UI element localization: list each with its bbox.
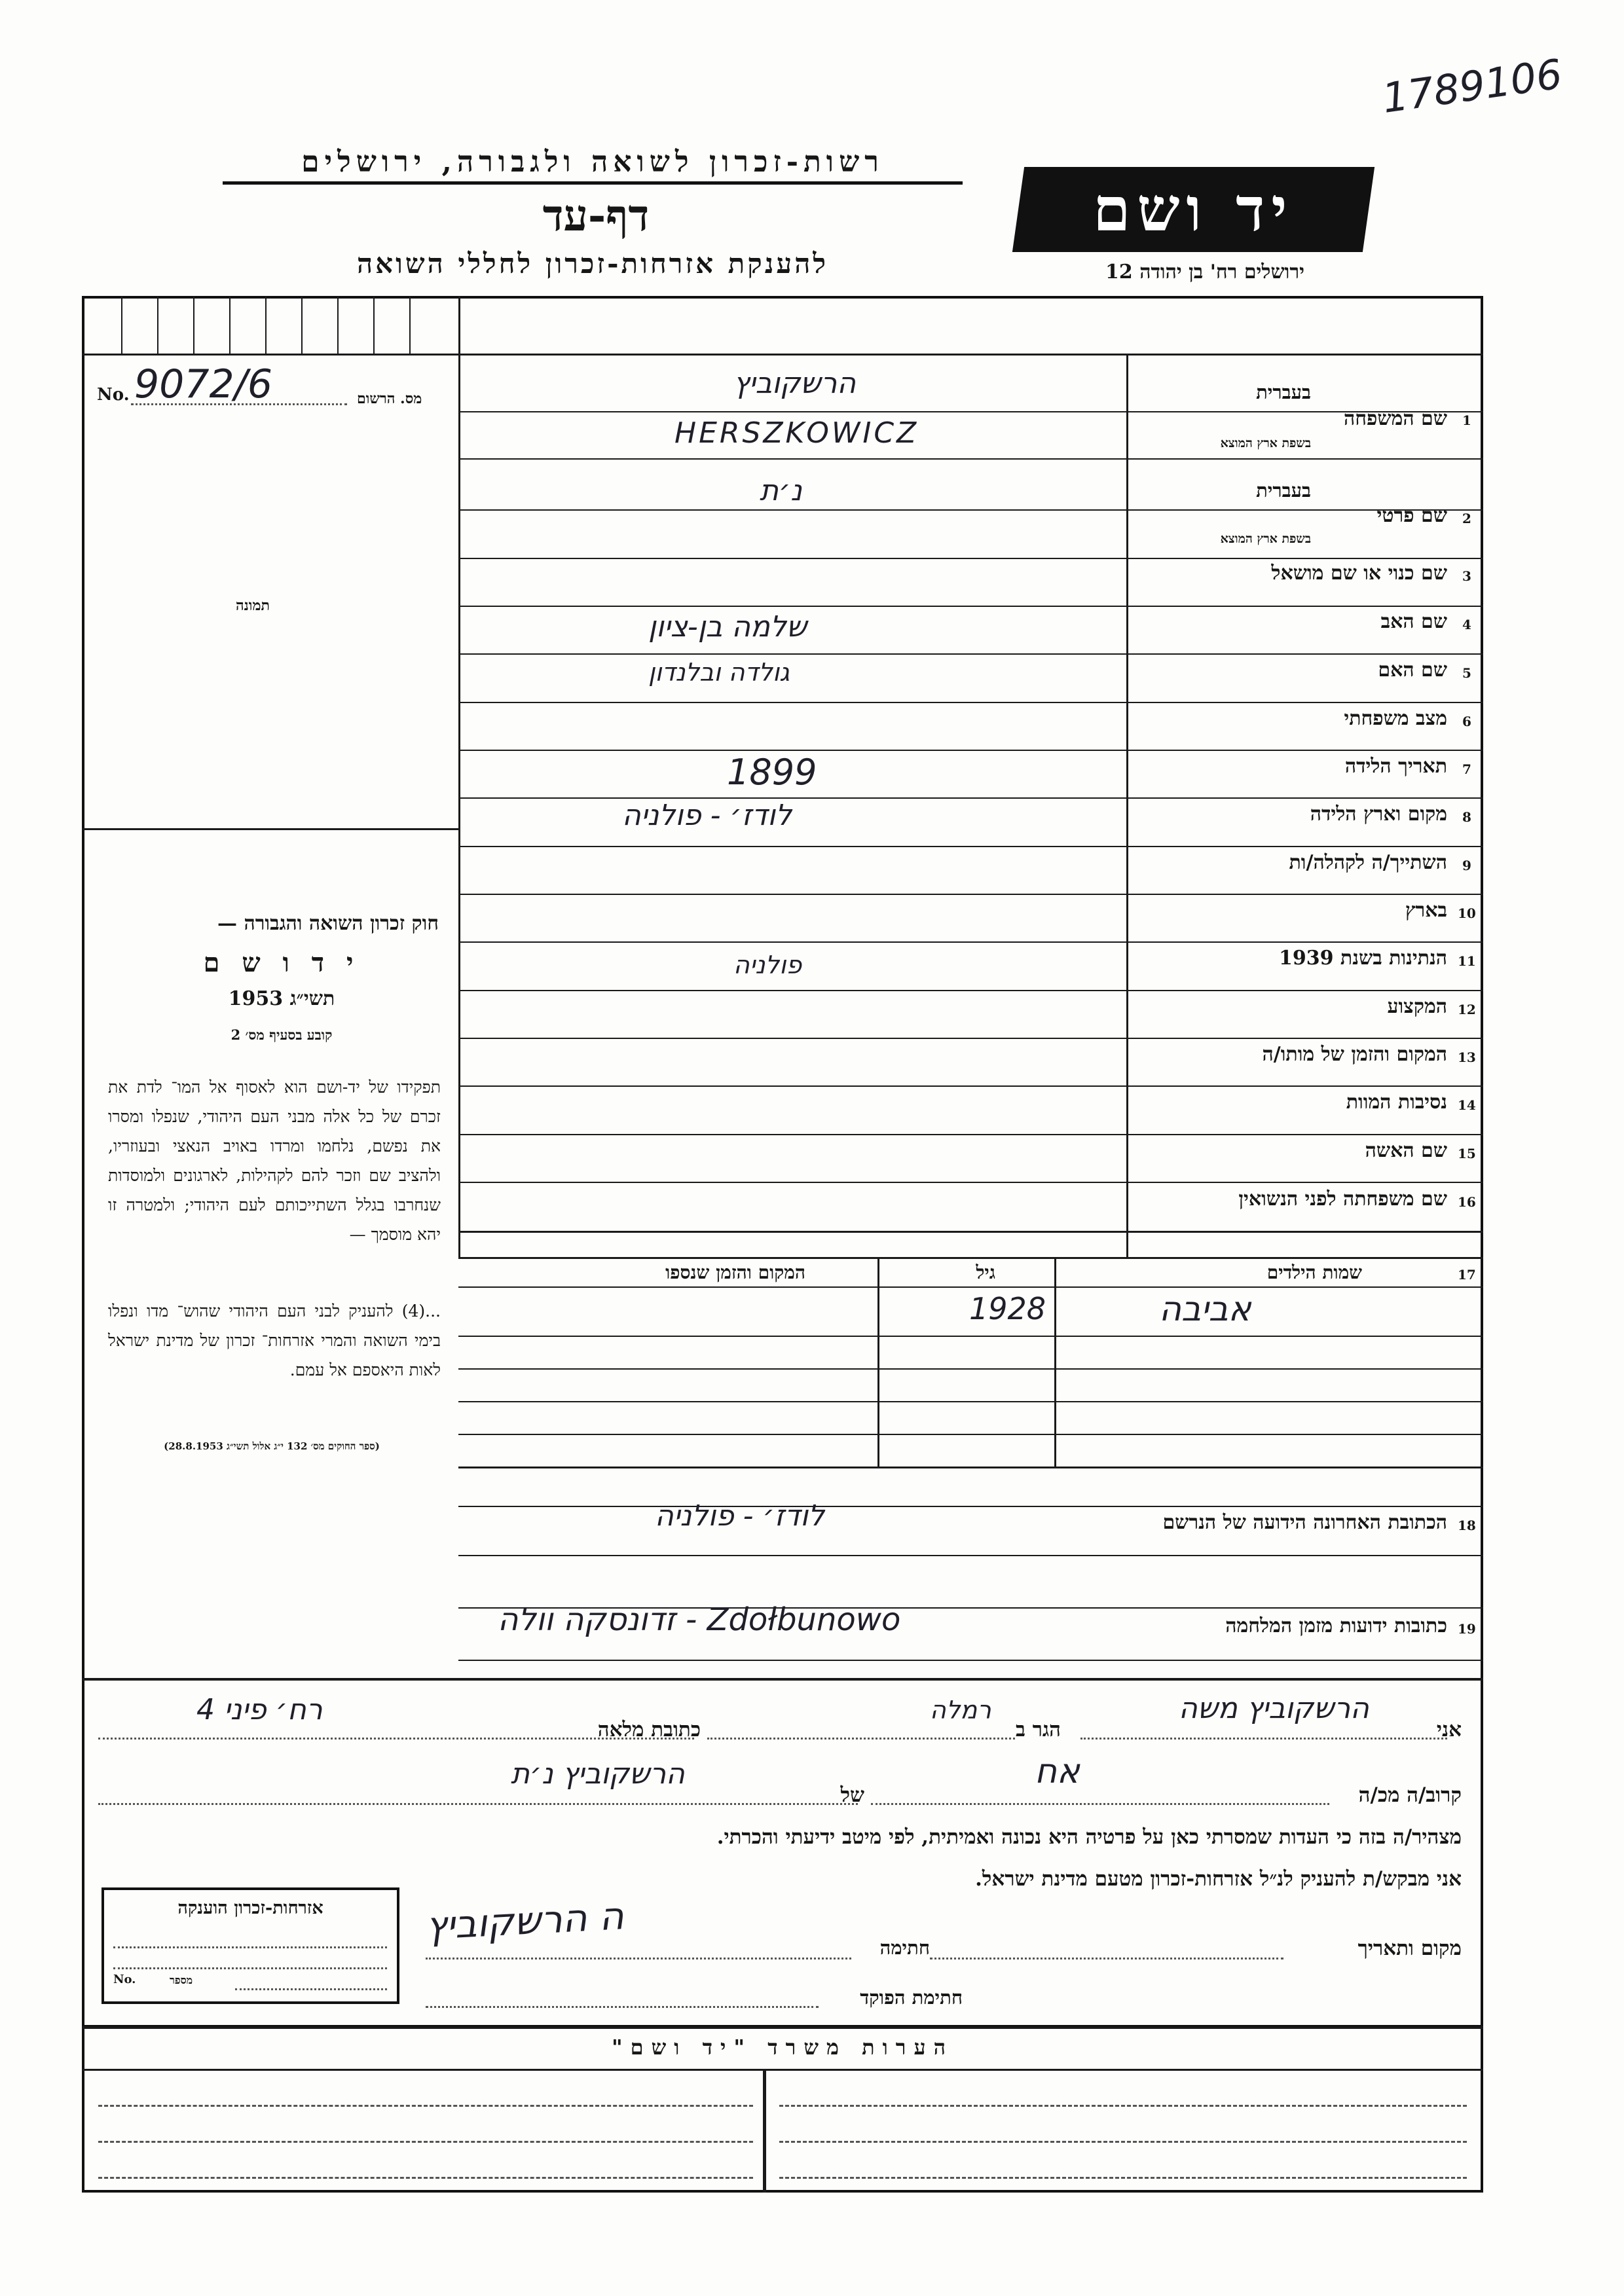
law-year: תשי״ג 1953 (228, 987, 335, 1010)
law-paragraph-2: ...(4) להעניק לבני העם היהודי שהוש־ מדו ונפלו בימי השואה והמרי אזרחות־ זכרון של מדינת ישראל לאות היאספם אל עמם. (108, 1302, 441, 1379)
last-address-label: הכתובת האחרונה הידועה של הנרשם (1162, 1511, 1447, 1534)
archive-number: 1789106 (1379, 50, 1565, 122)
children-num: 17 (1458, 1267, 1476, 1283)
logo-text: יד ושם (1093, 174, 1294, 245)
grant-box-no: No. (113, 1973, 136, 1986)
field-1-label: שם המשפחה (1343, 407, 1447, 430)
field-5-num: 5 (1462, 665, 1471, 681)
field-2-label: שם פרטי (1376, 504, 1447, 527)
field-5-value: גולדה ובלנדון (648, 658, 790, 687)
children-col-names: שמות הילדים (1266, 1262, 1362, 1283)
declarant-name: הרשקוביץ משה (1179, 1692, 1369, 1725)
registration-number: 9072/6 (134, 361, 273, 407)
declarant-full-address: רח׳ פיני 4 (196, 1693, 323, 1726)
field-8-label: מקום וארץ הלידה (1310, 803, 1447, 826)
declaration-i-am: אני (1436, 1718, 1462, 1741)
field-10-num: 10 (1458, 905, 1476, 921)
field-4-value: שלמה בן-ציון (648, 610, 807, 644)
office-notes-title: הערות משרד "יד ושם" (611, 2035, 954, 2060)
field-8-num: 8 (1462, 809, 1471, 825)
field-2-value-hebrew: נ׳ת (760, 474, 802, 507)
law-title: חוק זכרון השואה והגבורה — (217, 912, 439, 935)
field-6-label: מצב משפחתי (1344, 707, 1447, 730)
field-2-sub-hebrew: בעברית (1256, 479, 1311, 501)
field-3-label: שם כנוי או שם מושאל (1271, 562, 1447, 585)
of-label: של (840, 1783, 864, 1807)
yad-vashem-logo (1012, 167, 1375, 252)
field-1-value-hebrew: הרשקוביץ (733, 367, 856, 400)
full-address-label: כתובת מלאה (597, 1718, 701, 1741)
field-4-num: 4 (1462, 617, 1471, 632)
field-16-label: שם משפחתה לפני הנשואין (1238, 1188, 1447, 1211)
field-13-num: 13 (1458, 1049, 1476, 1065)
field-1-num: 1 (1462, 412, 1471, 428)
field-15-label: שם האשה (1365, 1139, 1447, 1162)
law-name: י ד ו ש ם (203, 947, 360, 978)
field-10-label: בארץ (1405, 899, 1447, 922)
declarant-city: רמלה (930, 1696, 991, 1724)
authority-line: רשות-זכרון לשואה ולגבורה, ירושלים (223, 145, 963, 185)
field-15-num: 15 (1458, 1146, 1476, 1161)
declarant-signature: ה הרשקוביץ (424, 1893, 625, 1948)
grant-box-title: אזרחות-זכרון הוענקה (177, 1898, 323, 1918)
child-1-name: אביבה (1159, 1290, 1251, 1329)
resides-in-label: הגר ב (1015, 1718, 1061, 1741)
field-4-label: שם האב (1380, 610, 1447, 633)
field-7-value: 1899 (727, 752, 817, 793)
field-7-label: תאריך הלידה (1344, 755, 1447, 778)
photo-label: תמונה (236, 597, 270, 614)
last-address-num: 18 (1458, 1518, 1476, 1533)
field-14-num: 14 (1458, 1097, 1476, 1113)
field-1-sub-native: בשפת ארץ המוצא (1220, 436, 1311, 450)
address-line: ירושלים רח' בן יהודה 12 (1105, 261, 1304, 283)
field-12-label: המקצוע (1387, 995, 1447, 1018)
field-2-num: 2 (1462, 511, 1471, 526)
field-3-num: 3 (1462, 568, 1471, 584)
field-7-num: 7 (1462, 761, 1471, 777)
form-subtitle: להענקת אזרחות-זכרון לחללי השואה (356, 247, 829, 280)
field-12-num: 12 (1458, 1002, 1476, 1017)
field-1-sub-hebrew: בעברית (1256, 381, 1311, 403)
field-13-label: המקום והזמן של מותו/ה (1262, 1043, 1447, 1066)
declaration-statement-2: אני מבקש/ת להעניק לנ״ל אזרחות-זכרון מטעם מדינת ישראל. (975, 1867, 1462, 1891)
last-address-value: לודז׳ - פולניה (655, 1499, 825, 1533)
field-6-num: 6 (1462, 714, 1471, 729)
relation-value: אח (1035, 1752, 1080, 1791)
officer-signature-label: חתימת הפוקד (860, 1986, 963, 2009)
law-clause: קובע בסעיף מס׳ 2 (231, 1027, 333, 1043)
registration-label: מס. הרשום (357, 390, 422, 407)
place-date-label: מקום ותאריך (1357, 1937, 1462, 1960)
form-title: דף-עד (542, 190, 650, 241)
field-16-num: 16 (1458, 1194, 1476, 1210)
field-11-num: 11 (1458, 953, 1476, 969)
field-8-value: לודז׳ - פולניה (622, 799, 792, 832)
field-14-label: נסיבות המוות (1346, 1091, 1447, 1114)
registration-no-label: No. (97, 385, 130, 405)
children-col-age: גיל (976, 1262, 995, 1283)
war-addresses-label: כתובות ידועות מזמן המלחמה (1225, 1614, 1447, 1637)
field-9-label: השתייך/ה לקהלה/ות (1289, 851, 1447, 874)
signature-label: חתימה (879, 1937, 930, 1959)
field-5-label: שם האם (1378, 659, 1447, 682)
field-11-label: הנתינות בשנת 1939 (1278, 947, 1447, 970)
field-9-num: 9 (1462, 858, 1471, 873)
war-addresses-value: זדונסקה וולה - Zdołbunowo (498, 1601, 901, 1638)
law-paragraph-1: תפקידו של יד-ושם הוא לאסוף אל המו־ לדת את זכרם של כל אלה מבני העם היהודי, שנפלו ומסרו את נפשם, נלחמו ומרדו באויב הנאצי ובעוזריו, ולהציב שם וזכר להם לקהילות, לארגונים ולמוסדות שנחרבו בגלל השתייכותם לעם היהודי; ולמטרה זו יהא מוסמך — (108, 1078, 441, 1244)
of-name-value: הרשקוביץ נ׳ת (511, 1757, 685, 1791)
war-addresses-num: 19 (1458, 1621, 1476, 1637)
children-col-place: המקום והזמן שנספו (665, 1262, 805, 1283)
field-11-value: פולניה (733, 951, 802, 979)
field-2-sub-native: בשפת ארץ המוצא (1220, 532, 1311, 546)
relative-label: קרוב/ה מכ/ה (1358, 1783, 1462, 1807)
grant-box-number-label: מספר (170, 1974, 193, 1986)
law-reference: (ספר החוקים מס׳ 132 י״ג אלול תשי״ג 28.8.1953) (164, 1440, 380, 1452)
field-1-value-native: HERSZKOWICZ (674, 416, 919, 450)
child-1-age: 1928 (969, 1291, 1046, 1326)
declaration-statement-1: מצהיר/ה בזה כי העדות שמסרתי כאן על פרטיה היא נכונה ואמיתית, לפי מיטב ידיעתי והכרתי. (716, 1825, 1462, 1849)
grant-box (101, 1887, 399, 2004)
